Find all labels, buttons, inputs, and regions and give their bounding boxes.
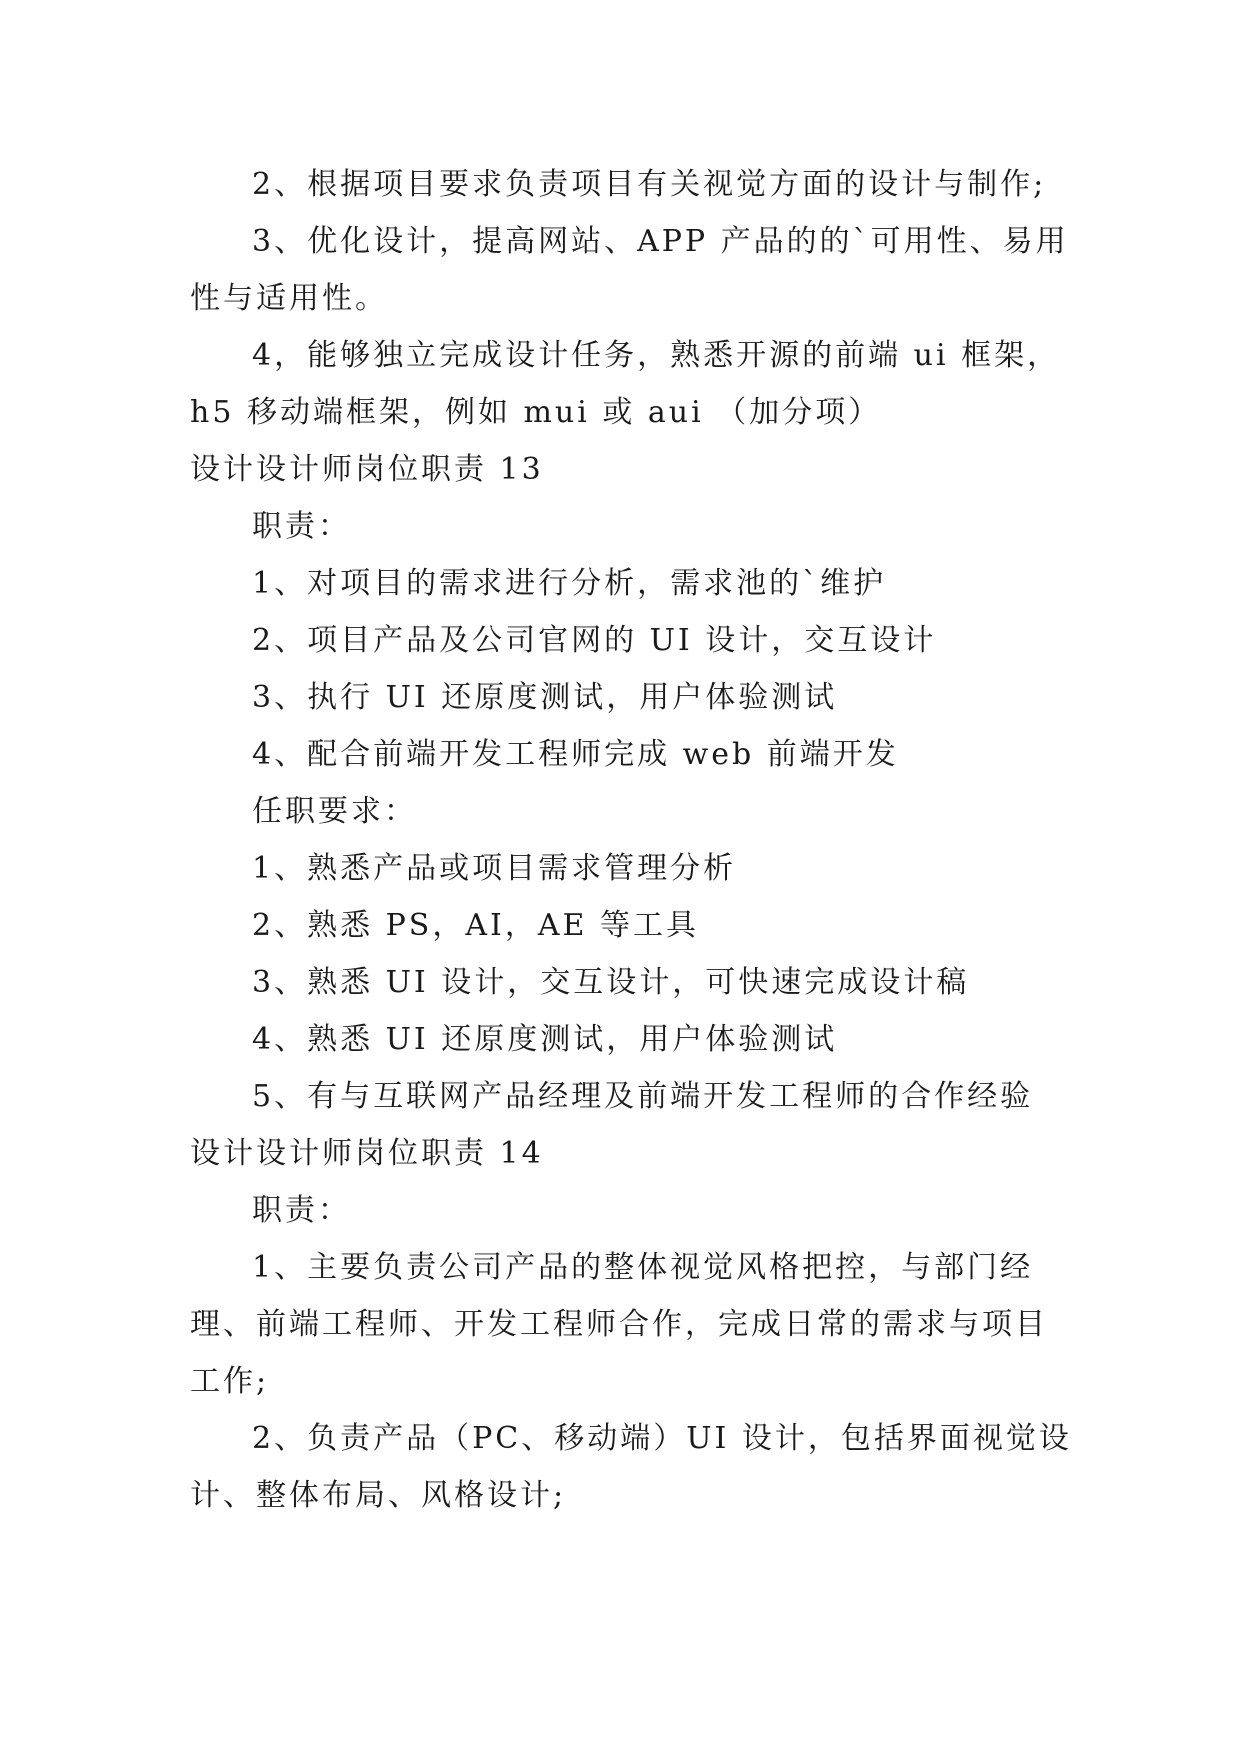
list-item: 3、执行 UI 还原度测试，用户体验测试	[252, 680, 838, 715]
body-text-line: 理、前端工程师、开发工程师合作，完成日常的需求与项目	[190, 1307, 1048, 1342]
list-item: 2、项目产品及公司官网的 UI 设计，交互设计	[252, 623, 937, 658]
list-item: 2、熟悉 PS，AI，AE 等工具	[252, 908, 699, 943]
section-heading: 设计设计师岗位职责 13	[190, 452, 544, 487]
list-item: 4、配合前端开发工程师完成 web 前端开发	[252, 737, 899, 772]
list-item: 1、对项目的需求进行分析，需求池的`维护	[252, 566, 887, 601]
subheading: 职责：	[252, 509, 351, 544]
list-item: 5、有与互联网产品经理及前端开发工程师的合作经验	[252, 1079, 1034, 1114]
subheading: 任职要求：	[252, 794, 417, 829]
body-text-line: 工作;	[190, 1364, 270, 1399]
body-text-line: 计、整体布局、风格设计;	[190, 1478, 567, 1513]
body-text-line: 2、负责产品（PC、移动端）UI 设计，包括界面视觉设	[252, 1421, 1072, 1456]
list-item: 4、熟悉 UI 还原度测试，用户体验测试	[252, 1022, 838, 1057]
body-text-line: 1、主要负责公司产品的整体视觉风格把控，与部门经	[252, 1250, 1034, 1285]
body-text-line: 性与适用性。	[190, 281, 388, 316]
body-text-line: h5 移动端框架，例如 mui 或 aui （加分项）	[190, 395, 882, 430]
body-text-line: 3、优化设计，提高网站、APP 产品的的`可用性、易用	[252, 224, 1069, 259]
body-text-line: 4，能够独立完成设计任务，熟悉开源的前端 ui 框架，	[252, 338, 1061, 373]
subheading: 职责：	[252, 1193, 351, 1228]
body-text-line: 2、根据项目要求负责项目有关视觉方面的设计与制作;	[252, 167, 1047, 202]
section-heading: 设计设计师岗位职责 14	[190, 1136, 544, 1171]
list-item: 1、熟悉产品或项目需求管理分析	[252, 851, 737, 886]
list-item: 3、熟悉 UI 设计，交互设计，可快速完成设计稿	[252, 965, 970, 1000]
